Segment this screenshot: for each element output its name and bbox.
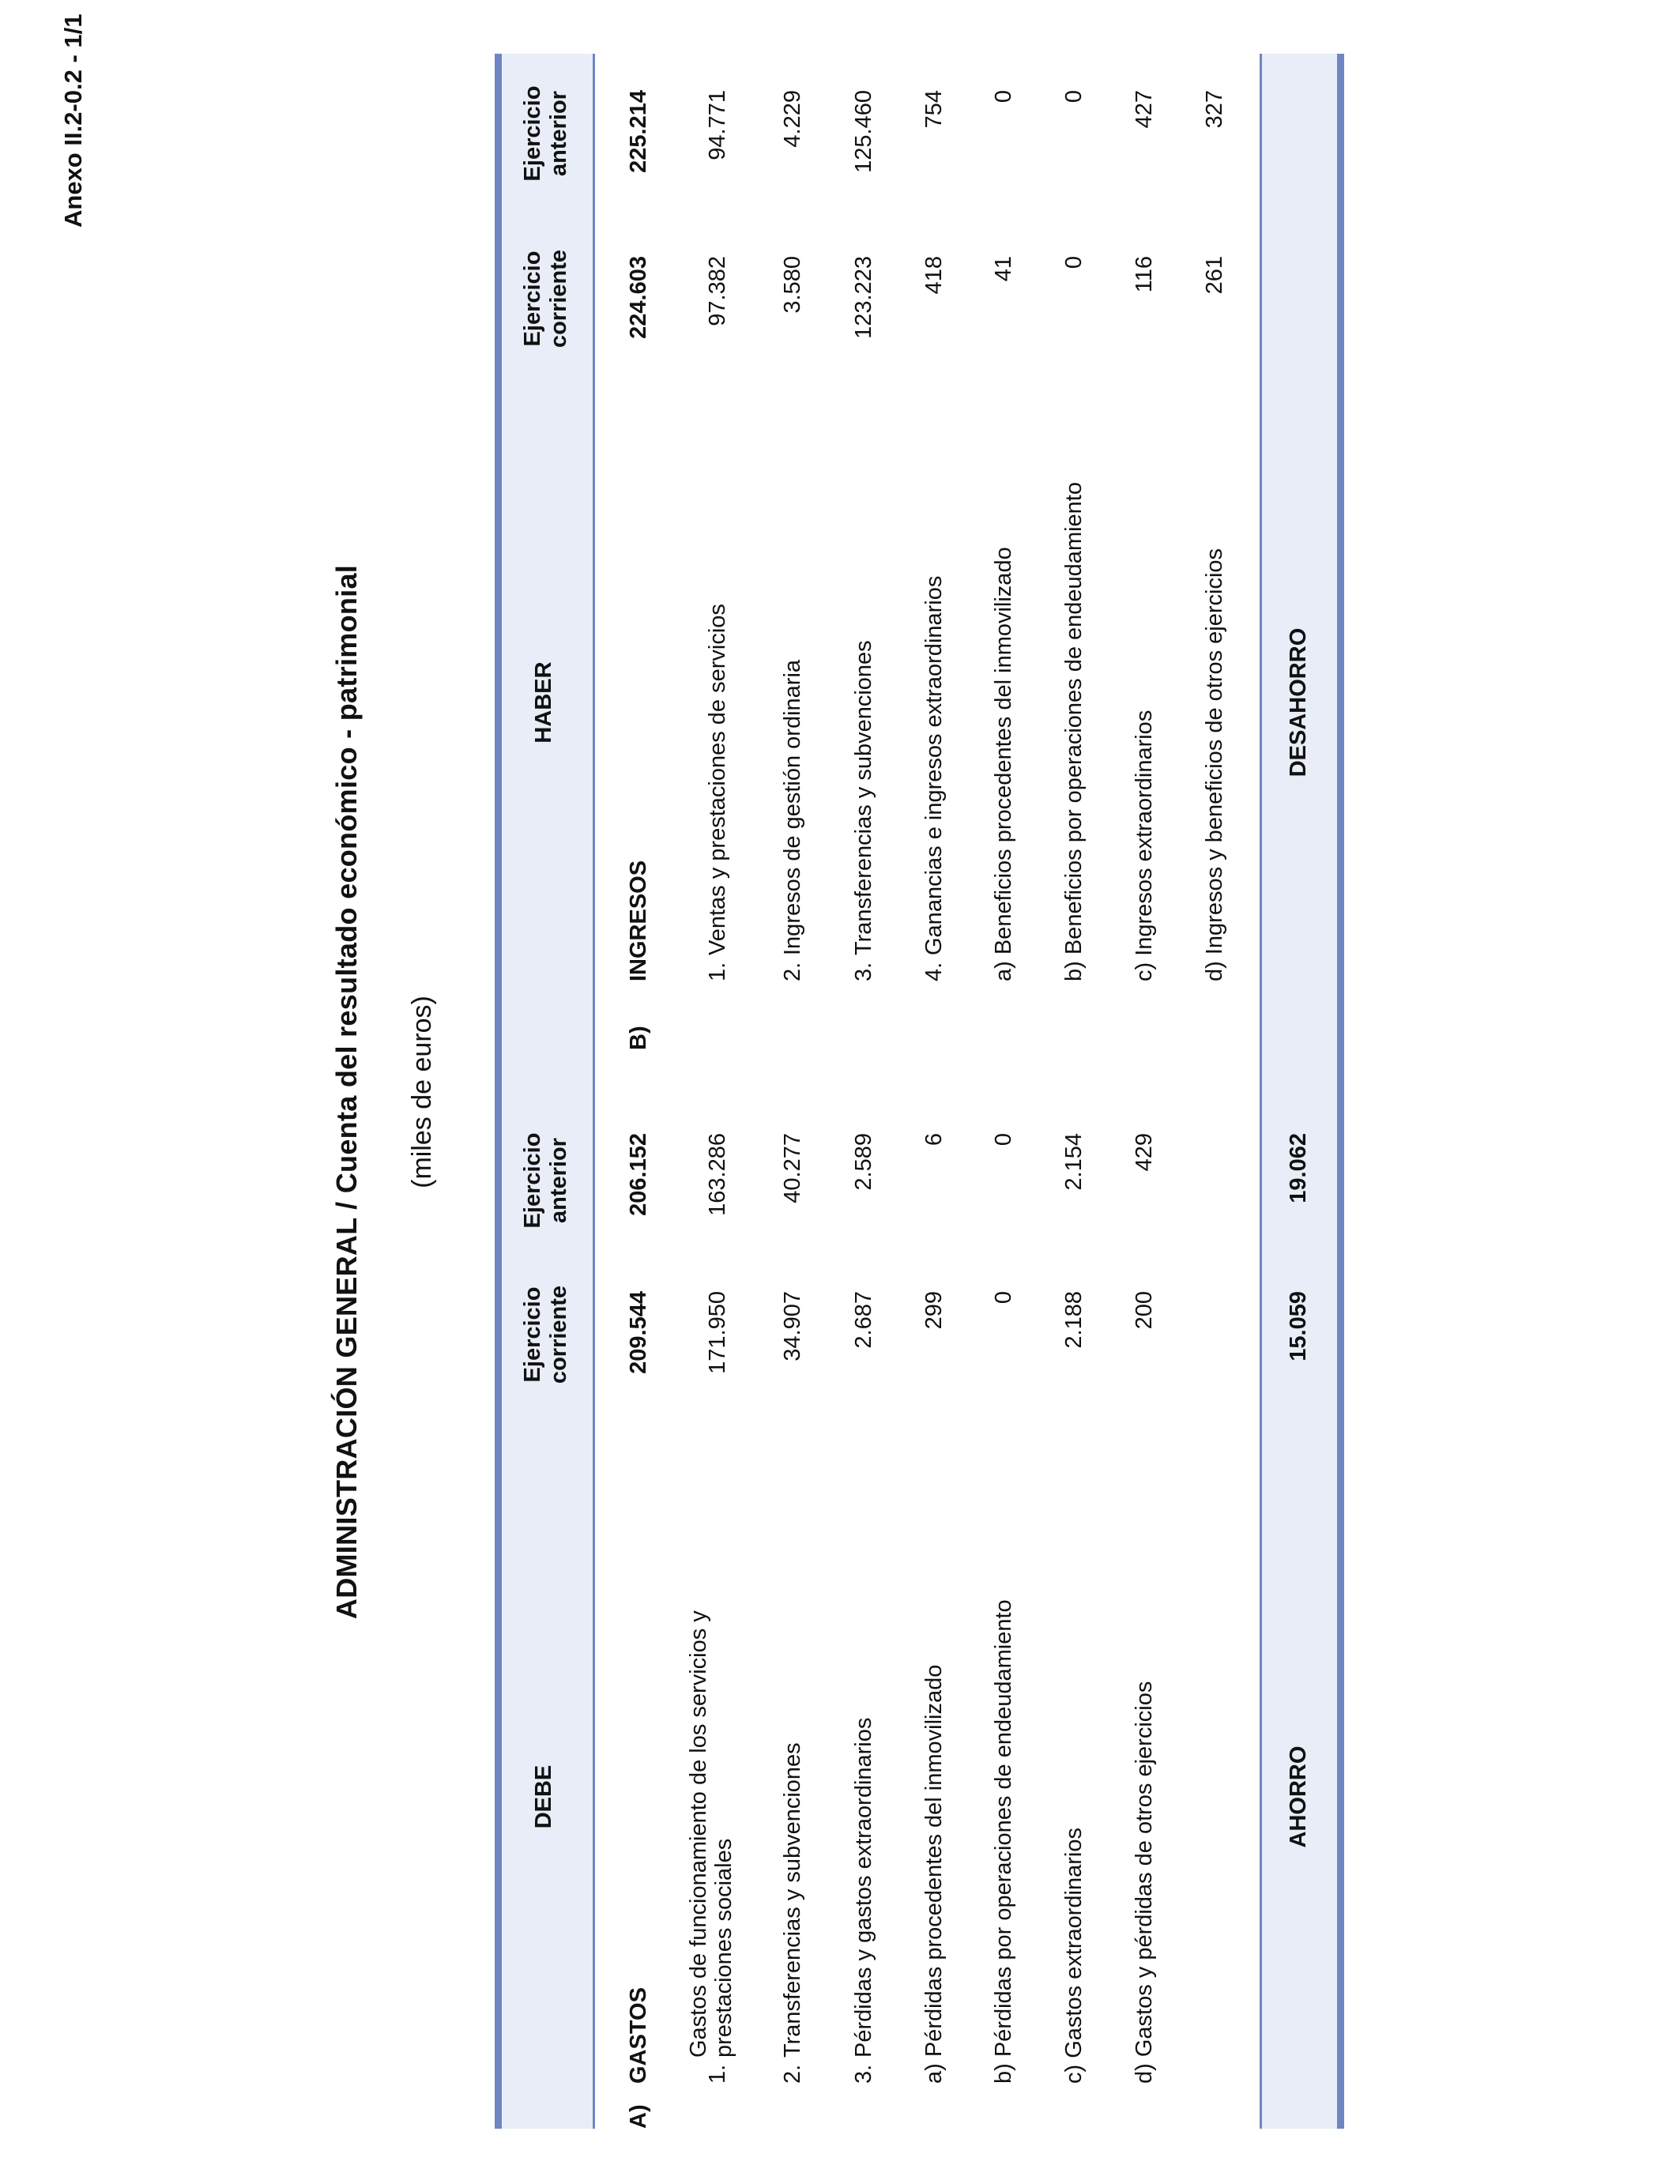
debe-col-previous-header <box>520 1121 572 1240</box>
debe-row-3d-previous: 429 <box>1132 1133 1157 1172</box>
debe-section-label: GASTOS <box>626 1987 651 2084</box>
debe-section-current: 209.544 <box>626 1291 651 1374</box>
haber-row-4a-label: a) Beneficios procedentes del inmovilizado <box>991 547 1016 981</box>
debe-row-3c-previous: 2.154 <box>1061 1133 1087 1191</box>
haber-row-4b-current: 0 <box>1061 256 1087 269</box>
haber-row-2-label: Ingresos de gestión ordinaria <box>780 659 805 955</box>
haber-row-4a-current: 41 <box>991 256 1016 282</box>
footer-top-rule <box>1260 54 1262 2129</box>
haber-row-4-num: 4. <box>921 962 947 981</box>
haber-col-current-line1: Ejercicio <box>520 250 545 347</box>
haber-row-4a-previous: 0 <box>991 90 1016 104</box>
debe-footer-current: 15.059 <box>1286 1291 1311 1361</box>
haber-header: HABER <box>531 661 556 744</box>
report-title: ADMINISTRACIÓN GENERAL / Cuenta del resultado económico - patrimonial <box>330 564 363 1620</box>
debe-row-3b-current: 0 <box>991 1291 1016 1305</box>
haber-col-previous-header <box>520 74 572 193</box>
debe-row-3b-previous: 0 <box>991 1133 1016 1147</box>
haber-row-4-current: 418 <box>921 256 947 295</box>
debe-row-3a-previous: 6 <box>921 1133 947 1147</box>
haber-row-3-current: 123.223 <box>851 256 876 339</box>
haber-row-4c-label: c) Ingresos extraordinarios <box>1132 710 1157 981</box>
debe-row-3d-current: 200 <box>1132 1291 1157 1330</box>
debe-row-1-previous: 163.286 <box>705 1133 730 1216</box>
haber-section-label: INGRESOS <box>626 860 651 981</box>
debe-section-previous: 206.152 <box>626 1133 651 1216</box>
haber-row-3-label: Transferencias y subvenciones <box>851 640 876 955</box>
debe-row-2-previous: 40.277 <box>780 1133 805 1203</box>
debe-col-current-header <box>520 1275 572 1394</box>
debe-row-3a-label: a) Pérdidas procedentes del inmovilizado <box>921 1664 947 2084</box>
haber-col-previous-line2: anterior <box>546 91 571 176</box>
debe-footer-label: AHORRO <box>1286 1745 1311 1848</box>
footer-bottom-rule <box>1337 54 1344 2129</box>
debe-row-3a-current: 299 <box>921 1291 947 1330</box>
haber-row-2-num: 2. <box>780 962 805 981</box>
debe-row-3c-label: c) Gastos extraordinarios <box>1061 1828 1087 2084</box>
haber-col-previous-line1: Ejercicio <box>520 85 545 182</box>
haber-section-current: 224.603 <box>626 256 651 339</box>
haber-row-4d-current: 261 <box>1202 256 1227 295</box>
haber-row-4c-previous: 427 <box>1132 90 1157 129</box>
haber-row-4d-label: d) Ingresos y beneficios de otros ejercicios <box>1202 548 1227 981</box>
header-bottom-rule <box>593 54 595 2129</box>
haber-row-1-label: Ventas y prestaciones de servicios <box>705 604 730 955</box>
haber-row-1-num: 1. <box>705 962 730 981</box>
debe-row-3b-label: b) Pérdidas por operaciones de endeudamiento <box>991 1599 1016 2084</box>
debe-row-3-previous: 2.589 <box>851 1133 876 1191</box>
report-units: (miles de euros) <box>407 996 437 1188</box>
debe-col-current-line2: corriente <box>546 1285 571 1384</box>
debe-col-previous-line1: Ejercicio <box>520 1132 545 1229</box>
debe-section-letter: A) <box>626 2104 651 2129</box>
haber-col-current-header <box>520 239 572 358</box>
haber-col-current-line2: corriente <box>546 249 571 348</box>
debe-row-1-current: 171.950 <box>705 1291 730 1374</box>
debe-row-3-num: 3. <box>851 2064 876 2084</box>
debe-row-2-num: 2. <box>780 2064 805 2084</box>
debe-row-3d-label: d) Gastos y pérdidas de otros ejercicios <box>1132 1681 1157 2084</box>
haber-row-4-label: Ganancias e ingresos extraordinarios <box>921 575 947 955</box>
debe-row-2-label: Transferencias y subvenciones <box>780 1742 805 2058</box>
debe-row-3-label: Pérdidas y gastos extraordinarios <box>851 1717 876 2058</box>
debe-col-current-line1: Ejercicio <box>520 1286 545 1383</box>
haber-row-1-current: 97.382 <box>705 256 730 326</box>
debe-col-previous-line2: anterior <box>546 1138 571 1223</box>
haber-row-4b-label: b) Beneficios por operaciones de endeudamiento <box>1061 482 1087 981</box>
haber-row-2-previous: 4.229 <box>780 90 805 148</box>
haber-row-3-previous: 125.460 <box>851 90 876 173</box>
haber-row-3-num: 3. <box>851 962 876 981</box>
haber-section-previous: 225.214 <box>626 90 651 173</box>
haber-row-4-previous: 754 <box>921 90 947 129</box>
debe-row-2-current: 34.907 <box>780 1291 805 1361</box>
debe-row-1-label-2: prestaciones sociales <box>711 1838 736 2058</box>
haber-section-letter: B) <box>626 1026 651 1050</box>
haber-row-4b-previous: 0 <box>1061 90 1087 104</box>
haber-footer-label: DESAHORRO <box>1286 627 1311 778</box>
debe-footer-previous: 19.062 <box>1286 1133 1311 1203</box>
haber-row-1-previous: 94.771 <box>705 90 730 160</box>
debe-row-3-current: 2.687 <box>851 1291 876 1349</box>
annex-reference: Anexo II.2-0.2 - 1/1 <box>59 13 87 228</box>
haber-row-4d-previous: 327 <box>1202 90 1227 129</box>
debe-header: DEBE <box>531 1764 556 1829</box>
debe-row-1-num: 1. <box>705 2064 730 2084</box>
header-top-rule <box>495 54 502 2129</box>
debe-row-1-label: Gastos de funcionamiento de los servicios y <box>686 1610 711 2058</box>
haber-row-2-current: 3.580 <box>780 256 805 314</box>
debe-row-3c-current: 2.188 <box>1061 1291 1087 1349</box>
haber-row-4c-current: 116 <box>1132 256 1157 293</box>
